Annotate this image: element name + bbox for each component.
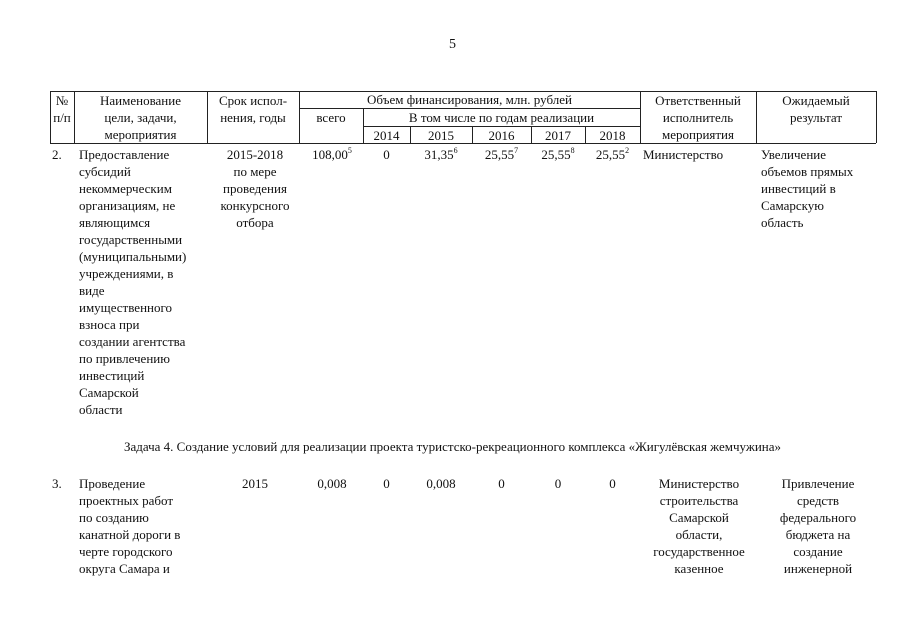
row-2015: 0,008 [426, 476, 456, 491]
header-by-years: В том числе по годам реализации [408, 110, 595, 125]
header-year-2018: 2018 [599, 128, 626, 143]
row-number: 3. [52, 476, 62, 491]
row-result: Привлечение средств федерального бюджета на создание инженерной [779, 476, 857, 576]
row-2018: 0 [609, 476, 616, 491]
row-2017: 0 [554, 476, 562, 491]
header-term: Срок испол- нения, годы [218, 93, 288, 125]
row-2016: 0 [498, 476, 505, 491]
row-total: 108,00$^5$ [312, 146, 352, 162]
row-name: Предоставление субсидий некоммерческим организациям, не являющимся государственными (муниципальными) учреждениями, в виде имущественного взноса при создании агентства по привлечению инвестиций Самарской области [79, 147, 187, 417]
header-name: Наименование цели, задачи, мероприятия [100, 93, 181, 142]
header-num: № п/п [53, 93, 71, 125]
row-result: Увеличение объемов прямых инвестиций в Самарскую область [761, 147, 854, 230]
header-year-2016: 2016 [488, 128, 515, 143]
header-result: Ожидаемый результат [782, 93, 850, 125]
col-border [876, 91, 877, 143]
row-total: 0,008 [317, 476, 347, 491]
row-term: 2015 [242, 476, 268, 491]
task-heading: Задача 4. Создание условий для реализации проекта туристско-рекреационного комплекса «Жигулёвская жемчужина» [123, 439, 782, 454]
row-executor: Министерство [643, 147, 724, 162]
row-executor: Министерство строительства Самарской области, государственное казенное [653, 476, 745, 576]
header-year-2014: 2014 [373, 128, 400, 143]
row-2014: 0 [383, 147, 390, 162]
row-2018: 25,55$^2$ [595, 146, 630, 162]
page-number: 5 [449, 37, 456, 52]
row-number: 2. [52, 147, 62, 162]
header-financing: Объем финансирования, млн. рублей [367, 92, 572, 107]
header-year-2017: 2017 [545, 128, 571, 143]
row-2017: 25,55$^8$ [541, 146, 575, 162]
row-term: 2015-2018 по мере проведения конкурсного отбора [220, 147, 290, 230]
row-2016: 25,55$^7$ [484, 146, 519, 162]
header-year-2015: 2015 [428, 128, 454, 143]
row-2014: 0 [383, 476, 390, 491]
header-total: всего [316, 110, 346, 125]
row-name: Проведение проектных работ по созданию канатной дороги в черте городского округа Самара и [79, 476, 181, 576]
header-executor: Ответственный исполнитель мероприятия [655, 93, 741, 142]
row-2015: 31,35$^6$ [424, 146, 458, 162]
